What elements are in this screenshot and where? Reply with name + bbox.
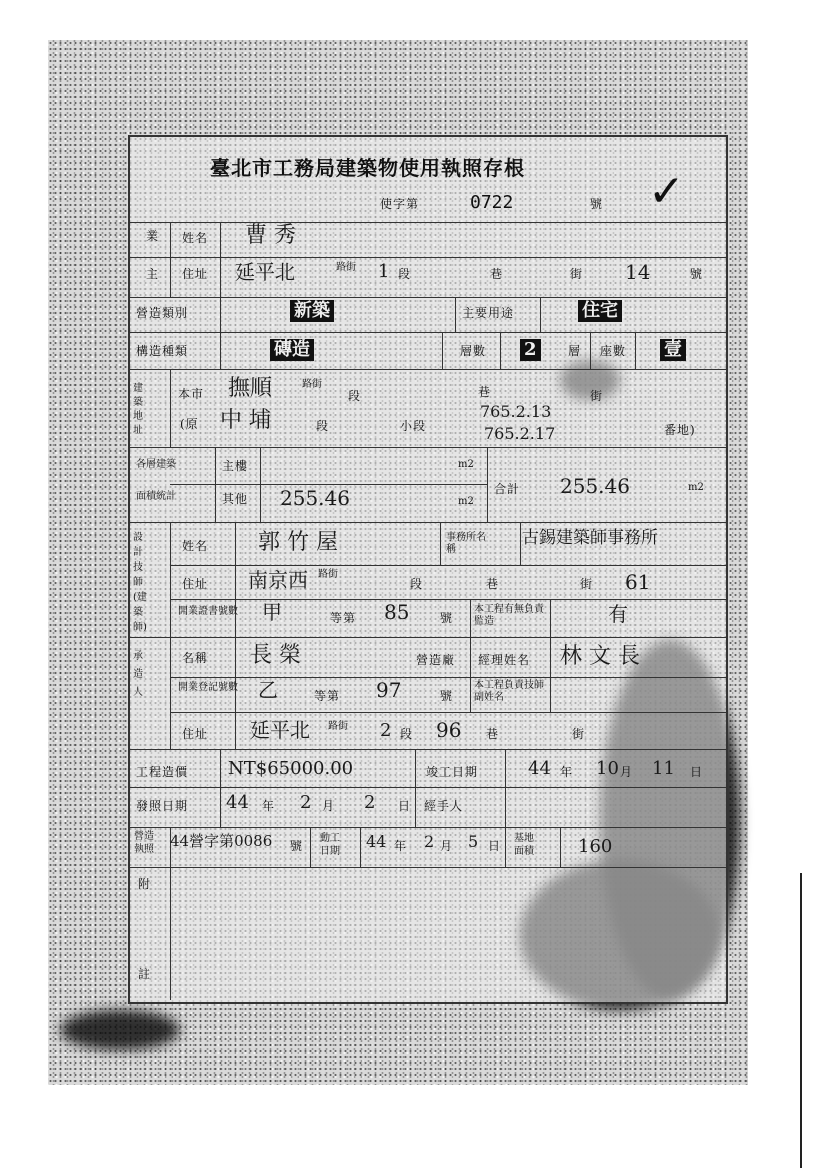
owner-road-label: 路街 xyxy=(336,262,356,273)
contractor-registration-suffix: 號 xyxy=(440,689,454,703)
designer-supervisor-label: 本工程有無負責監造 xyxy=(474,604,544,627)
floor-count-stamp: 壹 xyxy=(660,339,686,361)
designer-license-label: 開業證書號數 xyxy=(178,606,238,617)
table-rule xyxy=(170,677,726,678)
original-label: (原 xyxy=(180,417,199,431)
permit-number: 0722 xyxy=(470,192,514,213)
table-rule xyxy=(235,522,236,749)
area-other-label: 其他 xyxy=(222,492,249,506)
designer-license-suffix: 號 xyxy=(440,611,454,625)
contractor-lane-number: 96 xyxy=(436,718,462,742)
lot-number-2: 765.2.17 xyxy=(484,424,556,443)
issue-day: 2 xyxy=(364,792,376,813)
document-title: 臺北市工務局建築物使用執照存根 xyxy=(210,156,525,180)
table-rule xyxy=(170,222,171,297)
table-rule xyxy=(500,332,501,369)
check-mark: ✓ xyxy=(648,166,685,217)
contractor-side-label: 承造人 xyxy=(133,651,143,698)
issue-month: 2 xyxy=(300,792,312,813)
issue-label: 發照日期 xyxy=(136,799,189,813)
permit-prefix: 使字第 xyxy=(380,197,420,211)
table-rule xyxy=(215,447,216,522)
area-total-value: 255.46 xyxy=(560,474,630,498)
designer-license-number: 85 xyxy=(384,600,410,624)
structure-stamp: 磚造 xyxy=(270,339,314,361)
table-rule xyxy=(455,297,456,332)
cost-value: NT$65000.00 xyxy=(228,758,354,779)
construction-permit-suffix: 號 xyxy=(290,839,304,853)
area-main-label: 主樓 xyxy=(222,459,249,473)
table-rule xyxy=(415,749,416,827)
designer-address-road: 南京西 xyxy=(248,568,308,592)
table-rule xyxy=(170,599,726,600)
contractor-road-label: 路街 xyxy=(328,721,348,732)
contractor-registration-label: 開業登記號數 xyxy=(178,682,238,693)
table-rule xyxy=(130,369,726,370)
cost-label: 工程造價 xyxy=(136,765,189,779)
designer-section-label: 段 xyxy=(410,577,424,591)
owner-address-label: 住址 xyxy=(182,267,209,281)
completion-day-label: 日 xyxy=(690,765,704,779)
table-rule xyxy=(130,447,726,448)
handler-label: 經手人 xyxy=(424,799,464,813)
table-rule xyxy=(635,332,636,369)
owner-street-label: 街 xyxy=(570,267,584,281)
table-rule xyxy=(170,565,726,566)
contractor-registration-number: 97 xyxy=(376,678,402,702)
site-area-label: 基地面積 xyxy=(514,833,534,857)
area-side-label-2: 面積統計 xyxy=(136,491,176,502)
location-road-value: 撫順 xyxy=(228,376,273,401)
designer-address-label: 住址 xyxy=(182,577,209,591)
table-rule xyxy=(440,522,441,565)
table-rule xyxy=(170,712,726,713)
area-other-value: 255.46 xyxy=(280,486,350,510)
table-rule xyxy=(442,332,443,369)
completion-month: 10 xyxy=(596,758,619,779)
table-rule xyxy=(520,522,521,565)
table-rule xyxy=(220,222,221,297)
issue-month-label: 月 xyxy=(322,799,336,813)
owner-address-road: 延平北 xyxy=(235,260,295,284)
issue-year: 44 xyxy=(226,792,249,813)
category-stamp: 新築 xyxy=(290,300,334,322)
contractor-lane-label: 巷 xyxy=(486,727,500,741)
table-rule xyxy=(170,522,171,749)
start-day-label: 日 xyxy=(488,839,502,853)
designer-lane-label: 巷 xyxy=(486,577,500,591)
use-label: 主要用途 xyxy=(462,306,515,320)
designer-street-label: 街 xyxy=(580,577,594,591)
table-rule xyxy=(550,599,551,637)
owner-lane-label: 巷 xyxy=(490,267,504,281)
owner-address-section: 1 xyxy=(378,261,390,282)
start-year-label: 年 xyxy=(394,839,408,853)
contractor-registration-mid: 等第 xyxy=(314,689,341,703)
table-rule xyxy=(130,827,726,828)
designer-license-class: 甲 xyxy=(262,600,282,624)
completion-day: 11 xyxy=(652,758,675,779)
designer-office-value: 古錫建築師事務所 xyxy=(522,528,658,548)
designer-license-mid: 等第 xyxy=(330,611,357,625)
start-month: 2 xyxy=(424,832,435,851)
contractor-street-label: 街 xyxy=(572,727,586,741)
site-area-value: 160 xyxy=(578,836,613,857)
construction-permit-label: 營造執照 xyxy=(134,831,154,855)
contractor-engineer-label: 本工程負責技師副姓名 xyxy=(474,680,544,703)
designer-office-label: 事務所名稱 xyxy=(446,532,486,555)
contractor-section-label: 段 xyxy=(400,727,414,741)
floor-suffix: 層 xyxy=(568,344,582,358)
table-rule xyxy=(550,637,551,712)
table-rule xyxy=(220,749,221,827)
location-road-label: 路街 xyxy=(302,379,322,390)
table-rule xyxy=(170,484,487,485)
owner-side-label-2: 主 xyxy=(146,267,160,281)
completion-label: 竣工日期 xyxy=(426,765,479,779)
city-label: 本市 xyxy=(178,387,205,401)
contractor-manager-label: 經理姓名 xyxy=(478,653,531,667)
area-total-unit: m2 xyxy=(688,482,704,493)
issue-day-label: 日 xyxy=(398,799,412,813)
location-lane-label: 巷 xyxy=(478,385,492,399)
designer-side-label: 設計技師(建築師) xyxy=(133,532,147,633)
table-rule xyxy=(130,522,726,523)
table-rule xyxy=(470,599,471,637)
owner-side-label-1: 業 xyxy=(146,229,160,243)
location-street-label: 街 xyxy=(590,389,604,403)
completion-month-label: 月 xyxy=(620,765,634,779)
floors-label: 層數 xyxy=(460,344,487,358)
floor-count-label: 座數 xyxy=(600,344,627,358)
table-rule xyxy=(540,297,541,332)
table-rule xyxy=(505,827,506,867)
area-other-unit: m2 xyxy=(458,496,474,507)
table-rule xyxy=(360,827,361,867)
lot-suffix: 番地) xyxy=(664,423,696,437)
original-value: 中 埔 xyxy=(220,408,271,433)
designer-supervisor-value: 有 xyxy=(608,602,628,626)
contractor-firm-suffix: 營造廠 xyxy=(416,653,456,667)
table-rule xyxy=(505,749,506,827)
table-rule xyxy=(487,447,488,522)
contractor-address-road: 延平北 xyxy=(250,718,310,742)
contractor-name-label: 名稱 xyxy=(182,651,209,665)
remarks-label-2: 註 xyxy=(138,967,152,981)
category-label: 營造類別 xyxy=(136,306,189,320)
owner-section-label: 段 xyxy=(398,267,412,281)
table-rule xyxy=(220,297,221,369)
table-rule xyxy=(170,369,171,447)
permit-suffix: 號 xyxy=(590,197,604,211)
location-section-label: 段 xyxy=(348,389,362,403)
table-rule xyxy=(130,867,726,868)
contractor-address-label: 住址 xyxy=(182,727,209,741)
start-month-label: 月 xyxy=(440,839,454,853)
start-label: 動工日期 xyxy=(320,833,340,857)
owner-number-label: 號 xyxy=(690,267,704,281)
remarks-label: 附 xyxy=(138,877,152,891)
completion-year-label: 年 xyxy=(560,765,574,779)
table-rule xyxy=(470,637,471,712)
structure-label: 構造種類 xyxy=(136,344,189,358)
contractor-manager-value: 林 文 長 xyxy=(560,644,640,669)
owner-address-number: 14 xyxy=(625,260,651,284)
floors-stamp: 2 xyxy=(520,339,541,361)
owner-name-value: 曹 秀 xyxy=(245,223,296,248)
ink-blot xyxy=(60,1010,180,1050)
designer-name-value: 郭 竹 屋 xyxy=(258,530,338,555)
original-subsection-label: 小段 xyxy=(400,419,427,433)
table-rule xyxy=(130,637,726,638)
contractor-registration-class: 乙 xyxy=(258,678,278,702)
start-day: 5 xyxy=(468,832,479,851)
area-total-label: 合計 xyxy=(494,482,521,496)
contractor-address-section: 2 xyxy=(380,720,392,741)
page-edge-line xyxy=(800,873,802,1168)
area-main-unit: m2 xyxy=(458,459,474,470)
designer-road-label: 路街 xyxy=(318,569,338,580)
table-rule xyxy=(560,827,561,867)
designer-address-number: 61 xyxy=(625,570,651,594)
construction-permit-value: 44營字第0086 xyxy=(170,832,273,850)
table-rule xyxy=(170,867,171,1000)
table-rule xyxy=(310,827,311,867)
lot-number-1: 765.2.13 xyxy=(480,402,552,421)
use-stamp: 住宅 xyxy=(578,300,622,322)
completion-year: 44 xyxy=(528,758,551,779)
contractor-name-value: 長 榮 xyxy=(250,643,301,668)
table-rule xyxy=(590,332,591,369)
location-side-label: 建築地址 xyxy=(133,383,143,436)
area-side-label-1: 各層建築 xyxy=(136,459,176,470)
owner-name-label: 姓名 xyxy=(182,231,209,245)
table-rule xyxy=(260,447,261,522)
start-year: 44 xyxy=(366,832,387,851)
original-section-label: 段 xyxy=(316,419,330,433)
designer-name-label: 姓名 xyxy=(182,539,209,553)
issue-year-label: 年 xyxy=(262,799,276,813)
